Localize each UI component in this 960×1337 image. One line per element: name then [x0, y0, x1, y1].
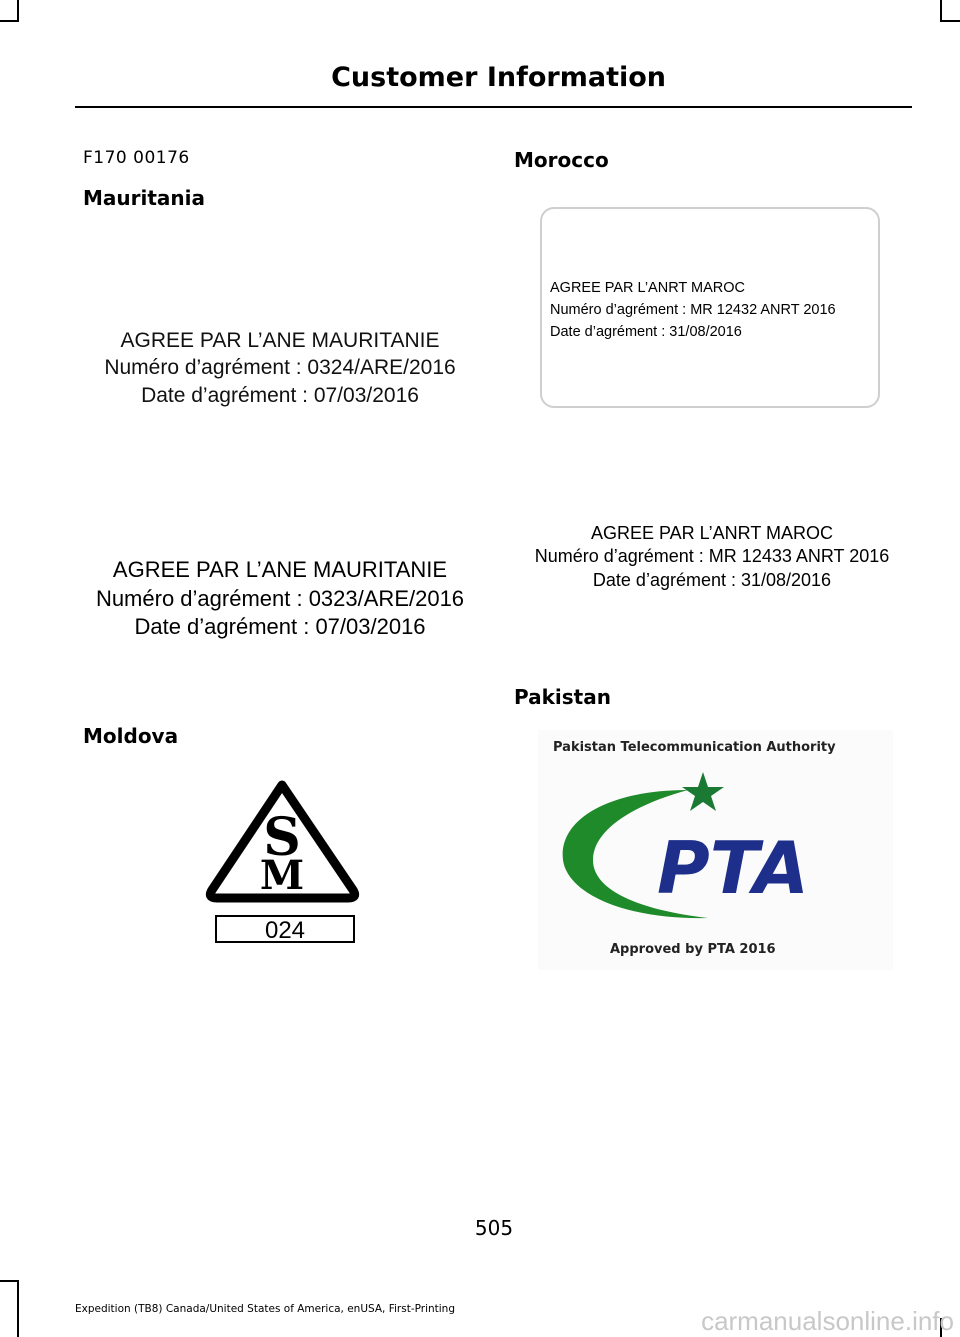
mauritania-label-2 — [70, 556, 490, 642]
moldova-conformity-mark — [190, 765, 375, 960]
heading-pakistan: Pakistan — [514, 685, 611, 709]
crop-mark — [17, 1280, 19, 1337]
morocco-label-2-line: Date d’agrément : 31/08/2016 — [592, 569, 832, 590]
mauritania-label-1 — [70, 327, 490, 409]
mauritania-label-1-line: Date d’agrément : 07/03/2016 — [141, 383, 419, 407]
morocco-label-2-line: Numéro d’agrément : MR 12433 ANRT 2016 — [534, 546, 890, 567]
crop-mark — [0, 1280, 19, 1282]
morocco-label-1-line: AGREE PAR L’ANRT MAROC — [550, 280, 745, 296]
mauritania-label-1-line: Numéro d’agrément : 0324/ARE/2016 — [104, 356, 456, 380]
watermark-text: carmanualsonline.info — [701, 1306, 954, 1336]
heading-mauritania: Mauritania — [83, 186, 206, 210]
figure-code: F170 00176 — [83, 148, 190, 168]
crop-mark — [17, 0, 19, 22]
edition-footer: Expedition (TB8) Canada/United States of America, enUSA, First-Printing — [75, 1303, 456, 1315]
heading-moldova: Moldova — [83, 724, 179, 748]
mark-letter-m: M — [259, 852, 305, 899]
pta-authority-name: Pakistan Telecommunication Authority — [553, 740, 836, 755]
mark-letter-s: S — [263, 807, 301, 868]
morocco-label-1-line: Date d’agrément : 31/08/2016 — [550, 324, 742, 340]
morocco-label-2 — [512, 522, 912, 592]
mauritania-label-2-line: AGREE PAR L’ANE MAURITANIE — [112, 557, 448, 582]
mauritania-label-1-line: AGREE PAR L’ANE MAURITANIE — [120, 329, 440, 352]
mauritania-label-2-line: Date d’agrément : 07/03/2016 — [134, 614, 426, 640]
morocco-label-1 — [550, 277, 836, 343]
page-number: 505 — [474, 1216, 514, 1240]
mark-number: 024 — [264, 917, 306, 944]
pta-wordmark: PTA — [656, 826, 810, 910]
crop-mark — [940, 0, 942, 22]
heading-morocco: Morocco — [514, 148, 609, 172]
morocco-label-1-line: Numéro d’agrément : MR 12432 ANRT 2016 — [550, 302, 836, 318]
header-divider — [75, 106, 912, 108]
pta-approved-text: Approved by PTA 2016 — [610, 942, 776, 957]
crop-mark — [941, 20, 960, 22]
page-title: Customer Information — [331, 62, 666, 93]
mauritania-label-2-line: Numéro d’agrément : 0323/ARE/2016 — [95, 585, 465, 611]
pta-logo — [538, 760, 893, 930]
crop-mark — [0, 20, 19, 22]
star-icon — [682, 772, 724, 811]
morocco-label-box — [540, 207, 880, 408]
pta-logo-panel — [538, 730, 893, 970]
morocco-label-2-line: AGREE PAR L’ANRT MAROC — [590, 523, 834, 543]
